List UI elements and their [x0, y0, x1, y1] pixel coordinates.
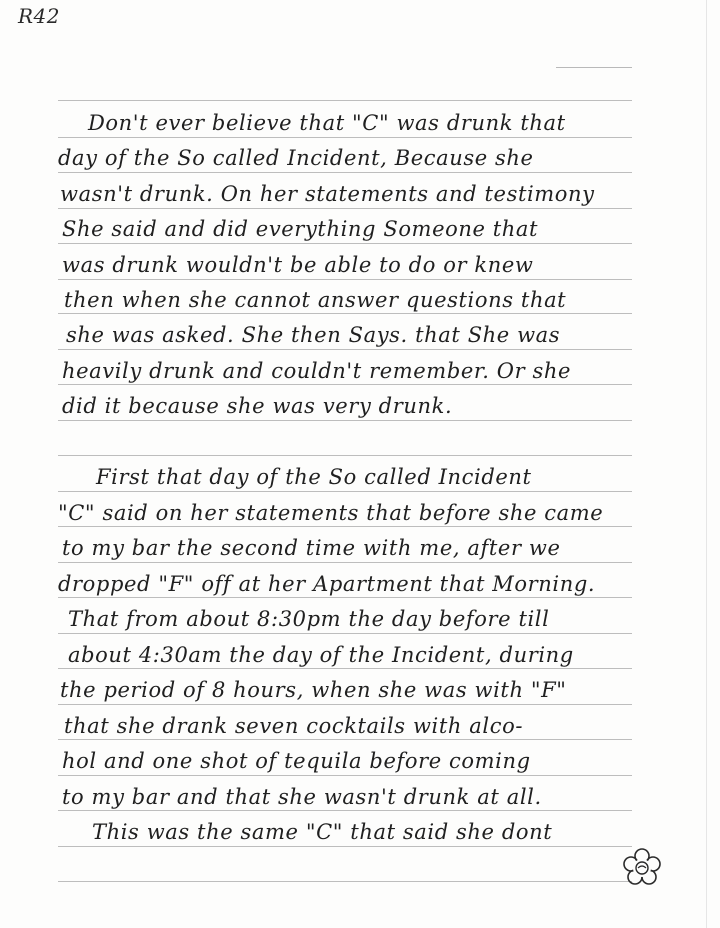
text-line: This was the same "C" that said she dont: [92, 820, 553, 844]
text-line: to my bar the second time with me, after we: [62, 536, 561, 560]
text-line: That from about 8:30pm the day before till: [68, 607, 550, 631]
text-line: was drunk wouldn't be able to do or knew: [62, 253, 534, 277]
text-line: First that day of the So called Incident: [96, 465, 532, 489]
handwritten-text: [58, 0, 658, 928]
text-line: she was asked. She then Says. that She was: [66, 323, 561, 347]
text-line: then when she cannot answer questions that: [64, 288, 567, 312]
text-line: hol and one shot of tequila before coming: [62, 749, 531, 773]
text-line: did it because she was very drunk.: [62, 394, 453, 418]
text-line: about 4:30am the day of the Incident, during: [68, 643, 574, 667]
text-line: heavily drunk and couldn't remember. Or she: [62, 359, 572, 383]
text-line: dropped "F" off at her Apartment that Morning.: [58, 572, 596, 596]
page-identifier: R42: [18, 4, 61, 28]
text-line: wasn't drunk. On her statements and testimony: [60, 182, 595, 206]
scan-edge: [706, 0, 707, 928]
text-line: to my bar and that she wasn't drunk at all.: [62, 785, 542, 809]
text-line: the period of 8 hours, when she was with "F": [60, 678, 567, 702]
text-line: that she drank seven cocktails with alco-: [64, 714, 524, 738]
text-line: "C" said on her statements that before she came: [58, 501, 604, 525]
text-line: She said and did everything Someone that: [62, 217, 539, 241]
text-line: Don't ever believe that "C" was drunk that: [88, 111, 566, 135]
flower-seal-icon: [620, 846, 664, 890]
text-line: day of the So called Incident, Because she: [58, 146, 534, 170]
